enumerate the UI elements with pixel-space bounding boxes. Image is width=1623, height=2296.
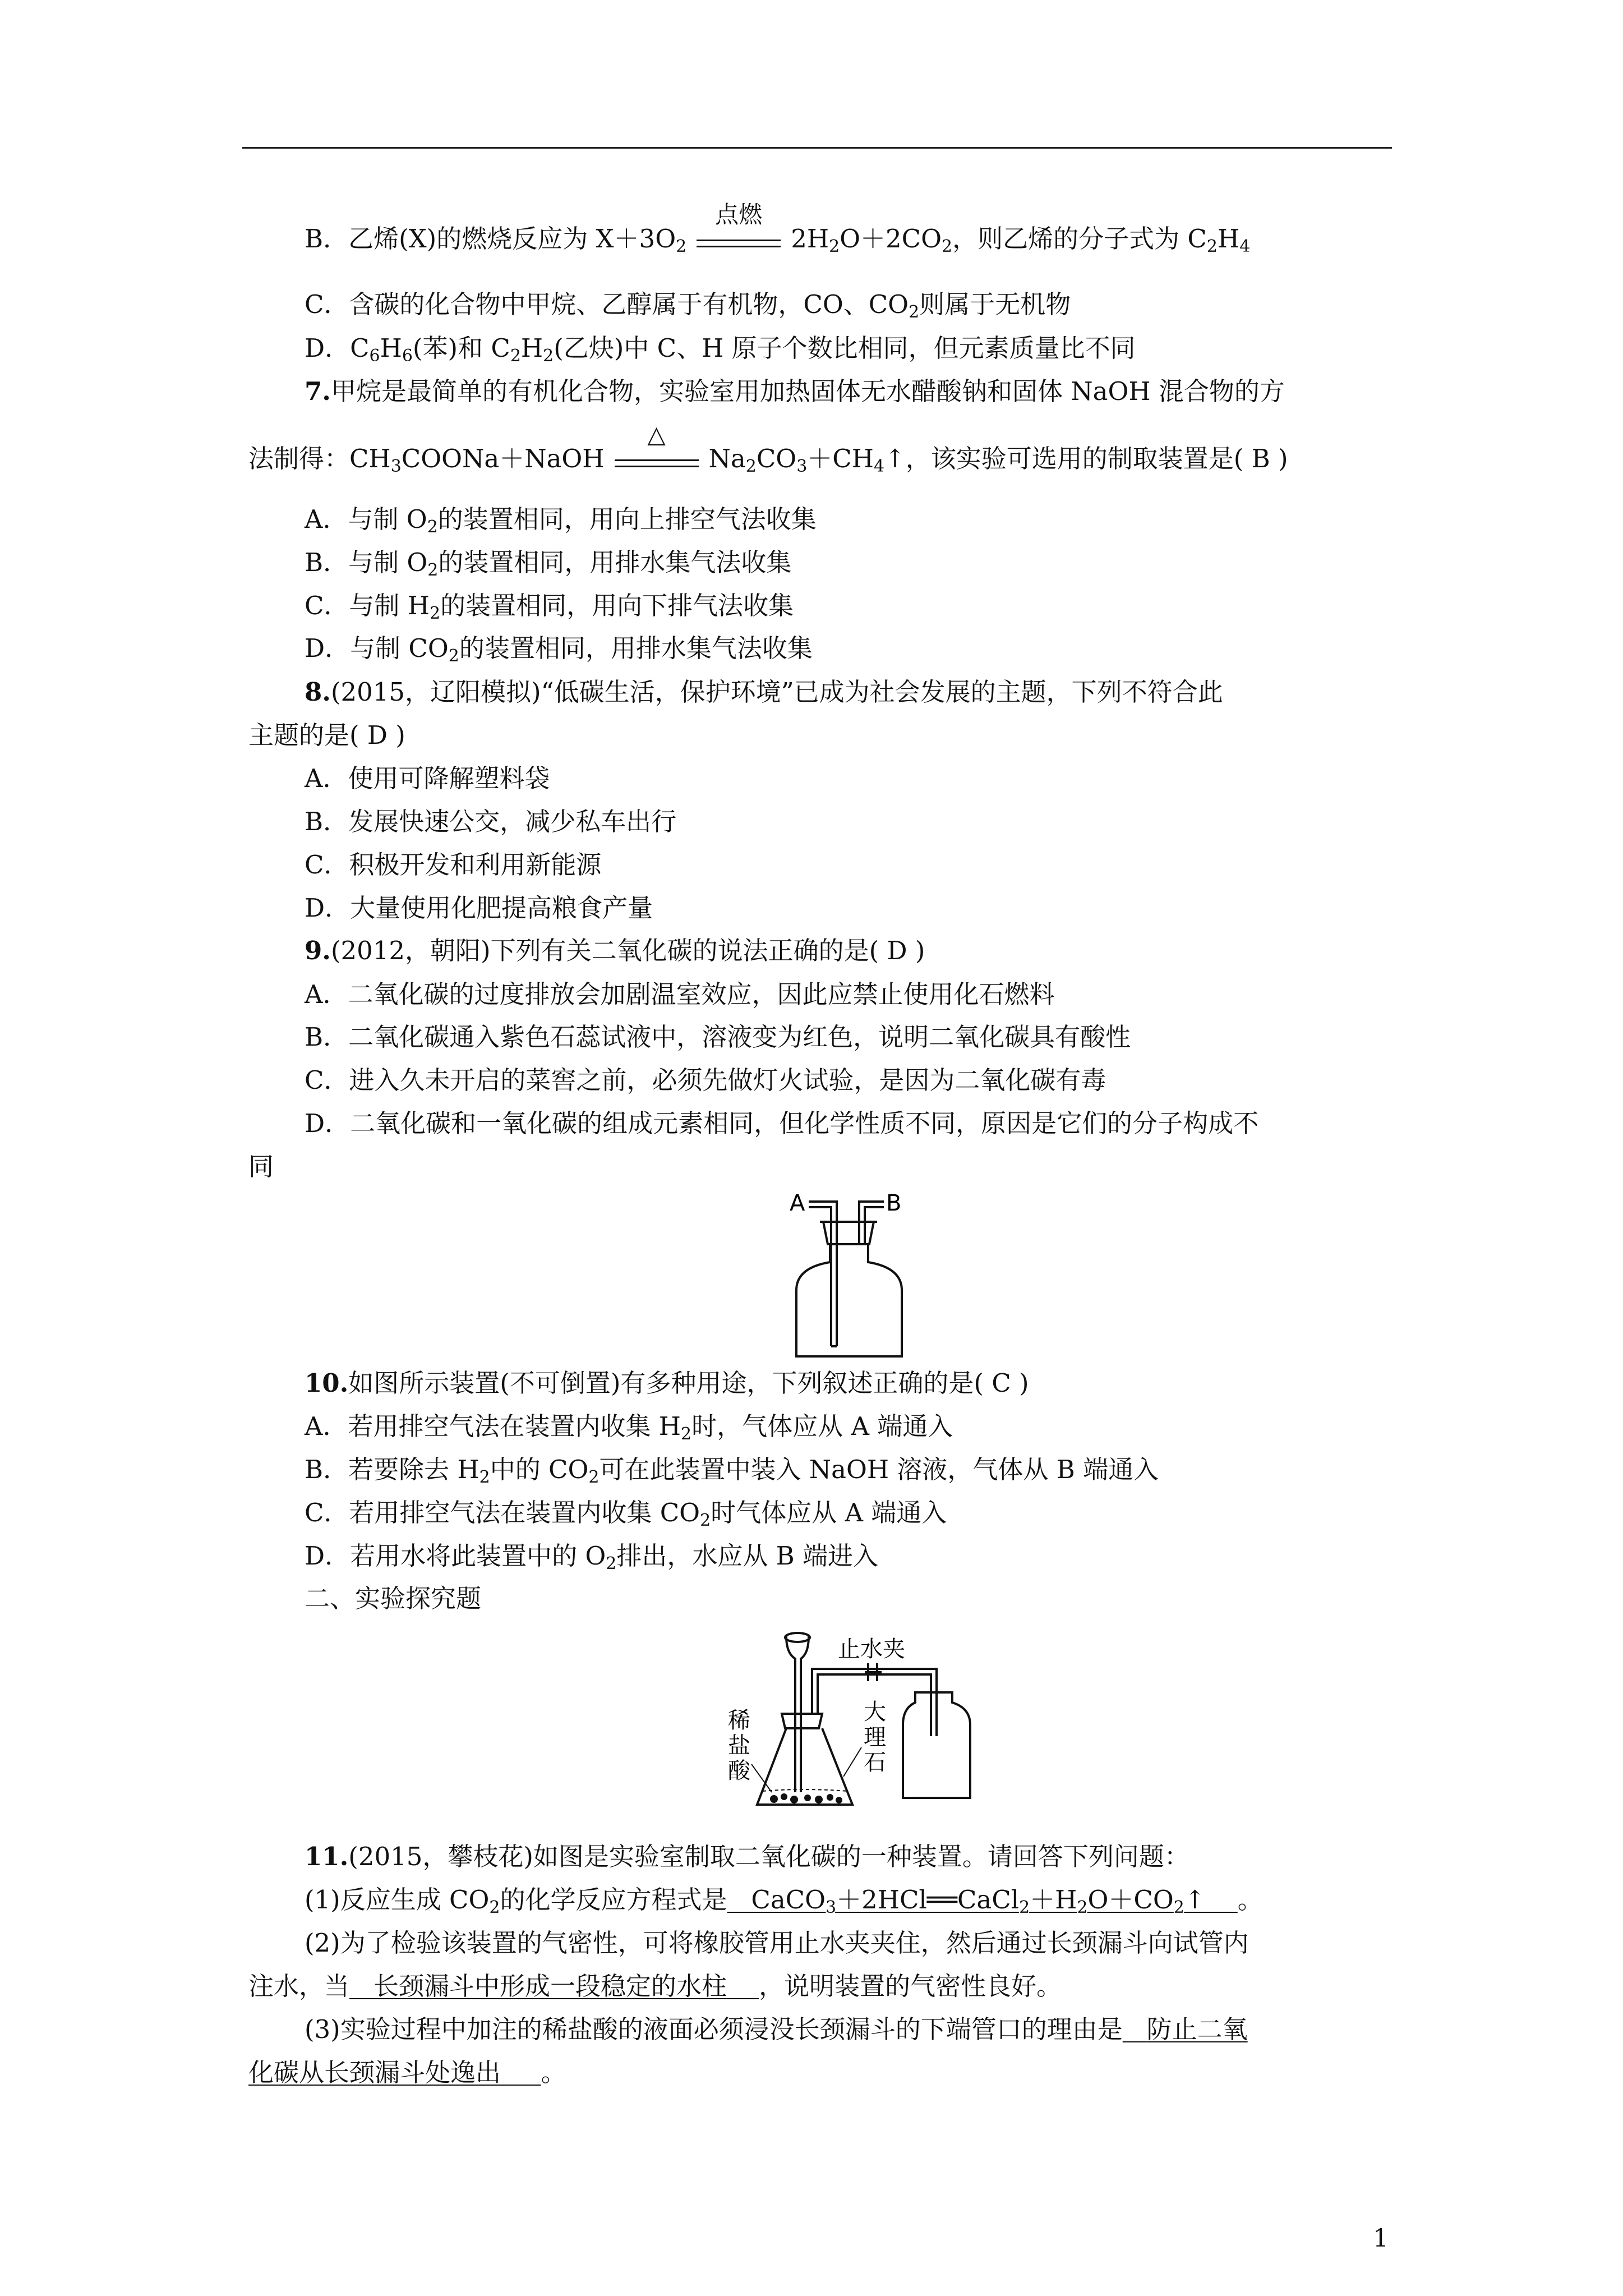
label-b: B	[886, 1190, 902, 1216]
answer-1: $CaCO_3+2HCl══CaCl_2+H_2O+CO_2↑$	[751, 1885, 1206, 1917]
q11-part2-line2: 注水，当 长颈漏斗中形成一段稳定的水柱 ，说明装置的气密性良好。	[248, 1971, 1062, 2001]
reaction-condition: 点燃	[697, 225, 781, 247]
clamp-label: 止水夹	[838, 1636, 905, 1662]
co2-apparatus-figure	[723, 1630, 993, 1820]
q6-option-d: D．$C_6H_6$(苯)和 $C_2H_2$(乙炔)中 C、H 原子个数比相同，但元素质量比不同	[305, 333, 1136, 366]
q8-option-b: B．发展快速公交，减少私车出行	[305, 807, 677, 836]
q10-stem: 10.如图所示装置(不可倒置)有多种用途，下列叙述正确的是( C )	[305, 1368, 1029, 1398]
gas-bottle-figure	[774, 1178, 942, 1363]
q7-stem-line1: 7.甲烷是最简单的有机化合物，实验室用加热固体无水醋酸钠和固体 NaOH 混合物的方	[305, 376, 1285, 406]
q11-part3-line2: 化碳从长颈漏斗处逸出 。	[248, 2058, 566, 2087]
answer-3b: 化碳从长颈漏斗处逸出	[248, 2058, 501, 2087]
q11-stem: 11.(2015，攀枝花)如图是实验室制取二氧化碳的一种装置。请回答下列问题：	[305, 1842, 1189, 1871]
marble-label-1: 大	[864, 1699, 886, 1725]
q10-option-b: B．若要除去 $H_2$中的 $CO_2$可在此装置中装入 NaOH 溶液，气体从 B 端通入	[305, 1455, 1159, 1487]
q8-option-a: A．使用可降解塑料袋	[305, 763, 550, 793]
heat-condition: △	[615, 445, 699, 467]
q9-stem: 9.(2012，朝阳)下列有关二氧化碳的说法正确的是( D )	[305, 936, 925, 965]
acid-label-1: 稀	[728, 1708, 750, 1733]
q9-option-b: B．二氧化碳通入紫色石蕊试液中，溶液变为红色，说明二氧化碳具有酸性	[305, 1022, 1131, 1052]
q7-option-b: B．与制 $O_2$的装置相同，用排水集气法收集	[305, 547, 792, 580]
q9-option-d-line1: D．二氧化碳和一氧化碳的组成元素相同，但化学性质不同，原因是它们的分子构成不	[305, 1108, 1259, 1138]
q8-option-c: C．积极开发和利用新能源	[305, 850, 602, 880]
acid-label-3: 酸	[728, 1758, 750, 1784]
q9-option-c: C．进入久未开启的菜窖之前，必须先做灯火试验，是因为二氧化碳有毒	[305, 1065, 1106, 1095]
q7-option-a: A．与制 $O_2$的装置相同，用向上排空气法收集	[305, 504, 817, 537]
q7-option-d: D．与制 $CO_2$的装置相同，用排水集气法收集	[305, 633, 813, 666]
q6-option-b: B．乙烯(X)的燃烧反应为 $X+3O_2$ 点燃 $2H_2O+2CO_2$，则乙烯的分子式为 $C_2H_4$	[305, 201, 1251, 256]
q10-option-c: C．若用排空气法在装置内收集 $CO_2$时气体应从 A 端通入	[305, 1498, 947, 1530]
q10-option-d: D．若用水将此装置中的 $O_2$排出，水应从 B 端进入	[305, 1541, 879, 1573]
q8-stem-line2: 主题的是( D )	[248, 720, 405, 750]
q7-stem-line2: 法制得：$CH_3COONa+NaOH$ △ $Na_2CO_3+CH_4↑$，该实验可选用的制取装置是( B )	[248, 421, 1288, 476]
q11-part2-line1: (2)为了检验该装置的气密性，可将橡胶管用止水夹夹住，然后通过长颈漏斗向试管内	[305, 1928, 1249, 1958]
q7-option-c: C．与制 $H_2$的装置相同，用向下排气法收集	[305, 591, 794, 623]
acid-label-2: 盐	[728, 1733, 750, 1759]
q9-option-d-line2: 同	[248, 1152, 274, 1181]
answer-3a: 防止二氧	[1146, 2014, 1248, 2044]
q9-option-a: A．二氧化碳的过度排放会加剧温室效应，因此应禁止使用化石燃料	[305, 979, 1055, 1009]
answer-2: 长颈漏斗中形成一段稳定的水柱	[373, 1971, 727, 2001]
section-heading: 二、实验探究题	[305, 1584, 482, 1613]
q10-option-a: A．若用排空气法在装置内收集 $H_2$时，气体应从 A 端通入	[305, 1411, 953, 1444]
label-a: A	[790, 1190, 805, 1216]
header-rule	[242, 147, 1392, 149]
q11-part3-line1: (3)实验过程中加注的稀盐酸的液面必须浸没长颈漏斗的下端管口的理由是 防止二氧	[305, 2014, 1248, 2044]
page-number: 1	[1373, 2224, 1389, 2253]
q8-stem-line1: 8.(2015，辽阳模拟)“低碳生活，保护环境”已成为社会发展的主题，下列不符合此	[305, 677, 1223, 707]
marble-label-3: 石	[864, 1750, 886, 1775]
marble-label-2: 理	[864, 1724, 886, 1750]
q8-option-d: D．大量使用化肥提高粮食产量	[305, 893, 653, 923]
q11-part1: (1)反应生成 $CO_2$的化学反应方程式是 $CaCO_3+2HCl══CaCl_2+H_2O+CO_2↑$ 。	[305, 1885, 1263, 1917]
q6-option-c: C．含碳的化合物中甲烷、乙醇属于有机物，CO、$CO_2$则属于无机物	[305, 289, 1071, 322]
